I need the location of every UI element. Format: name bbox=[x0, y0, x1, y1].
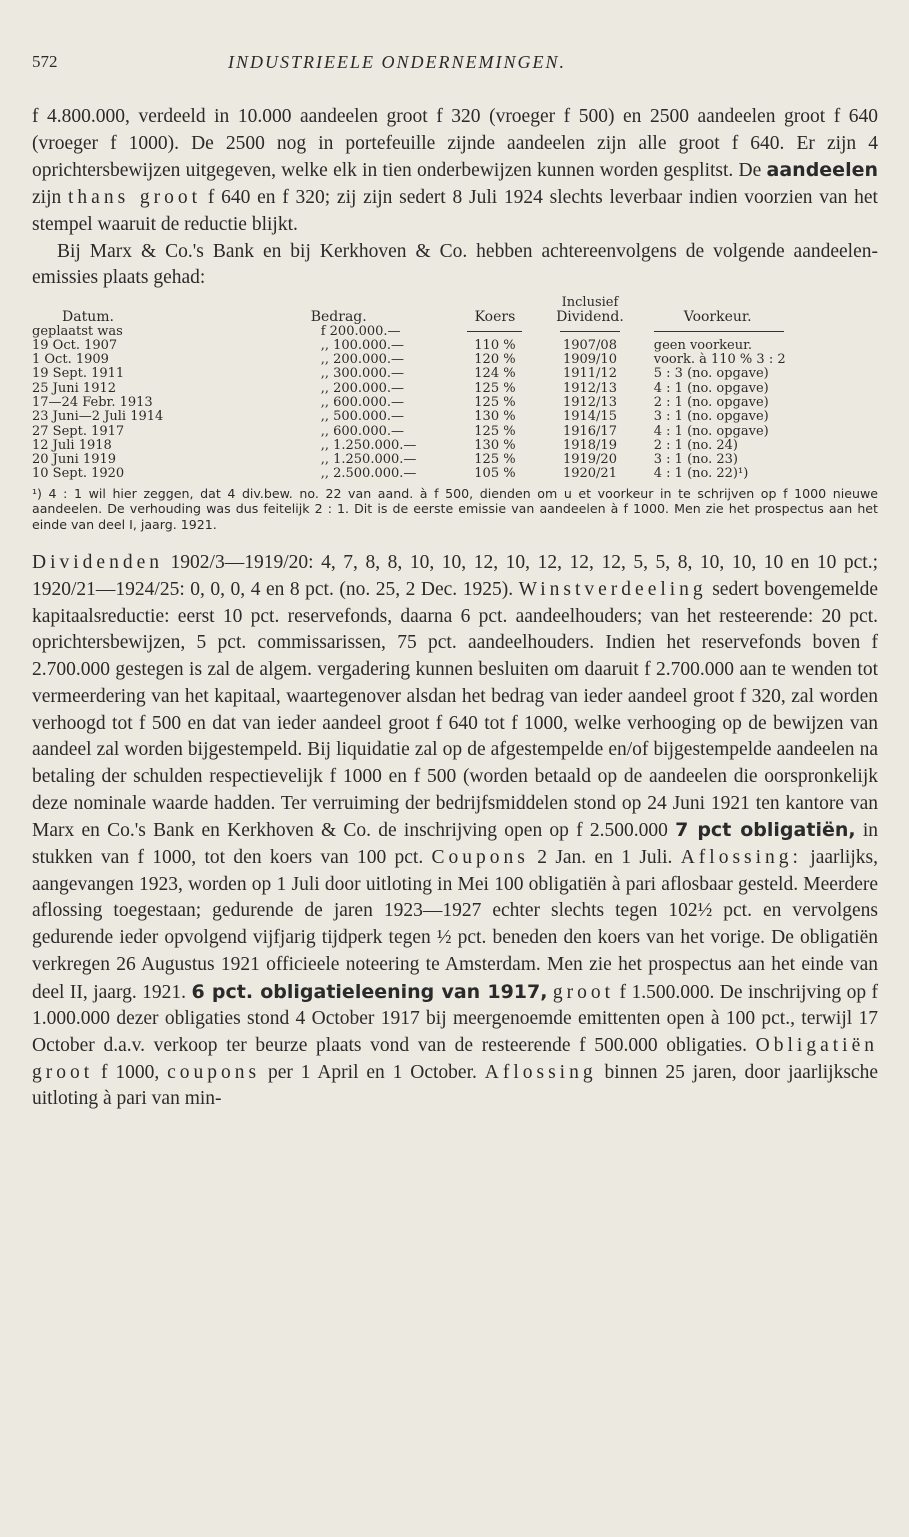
coupon-dates: 2 Jan. en 1 Juli. bbox=[528, 847, 681, 869]
cell-datum: 23 Juni—2 Juli 1914 bbox=[32, 409, 164, 425]
table-row bbox=[32, 467, 842, 481]
cell-koers: 125 % bbox=[474, 423, 516, 439]
cell-dividend: 1919/20 bbox=[562, 452, 617, 468]
cell-bedrag: ,, 200.000.— bbox=[320, 352, 405, 368]
cell-bedrag: ,, 1.250.000.— bbox=[320, 452, 417, 468]
header-bedrag: Bedrag. bbox=[310, 309, 367, 326]
dividend-paragraph bbox=[32, 550, 878, 1113]
aandeelen-heading: aandeelen bbox=[766, 159, 878, 182]
table-row bbox=[32, 439, 842, 453]
table-row bbox=[32, 396, 842, 410]
dash-rule bbox=[560, 331, 620, 332]
cell-bedrag: ,, 600.000.— bbox=[320, 395, 405, 410]
cell-voorkeur: geen voorkeur. bbox=[653, 337, 753, 353]
table-body bbox=[32, 325, 842, 482]
cell-datum: 10 Sept. 1920 bbox=[32, 466, 125, 482]
cell-datum: geplaatst was bbox=[32, 323, 123, 339]
coupons-heading: Coupons bbox=[431, 847, 529, 869]
table-row bbox=[32, 425, 842, 439]
obligatieleening-6pct-heading: 6 pct. obligatieleening van 1917, bbox=[191, 980, 548, 1003]
cell-koers: 125 % bbox=[474, 452, 516, 468]
cell-dividend: 1914/15 bbox=[562, 409, 617, 425]
aflossing-text: jaarlijks, aangevangen 1923, worden op 1 Juli door uitloting in Mei 100 obligatiën à pari aflosbaar gesteld. Meerdere aflossing toegestaan; gedurende de jaren 1923—1927 echter slechts tegen 102½ pct. en vervolgens gedurende ieder opvolgend vijfjarig tijdperk tegen ½ pct. beneden den koers van het vorige. De obligatiën verkregen 26 Augustus 1921 officieele noteering te Amsterdam. Men zie het prospectus aan het einde van deel II, jaarg. 1921. bbox=[32, 847, 878, 1003]
connector-text: zijn bbox=[32, 187, 68, 209]
cell-koers: 120 % bbox=[474, 352, 516, 368]
cell-voorkeur bbox=[644, 325, 842, 339]
cell-datum: 19 Sept. 1911 bbox=[32, 366, 125, 382]
cell-bedrag: f 200.000.— bbox=[320, 323, 401, 339]
cell-bedrag: ,, 500.000.— bbox=[320, 409, 405, 425]
cell-voorkeur: 3 : 1 (no. opgave) bbox=[653, 409, 769, 425]
cell-bedrag: ,, 1.250.000.— bbox=[320, 437, 417, 453]
header-voorkeur: Voorkeur. bbox=[683, 309, 752, 326]
table-row bbox=[32, 453, 842, 467]
reduction-text: f 640 en f 320; zij zijn sedert 8 Juli 1924 slechts leverbaar indien voorzien van het stempel waaruit de reductie blijkt. bbox=[32, 187, 878, 235]
cell-dividend: 1911/12 bbox=[562, 366, 617, 382]
cell-dividend: 1920/21 bbox=[562, 466, 617, 482]
groot-spaced: groot bbox=[552, 981, 615, 1003]
cell-voorkeur: 2 : 1 (no. 24) bbox=[653, 437, 738, 453]
cell-voorkeur: 5 : 3 (no. opgave) bbox=[653, 366, 769, 382]
cell-koers bbox=[454, 325, 536, 339]
cell-voorkeur: 2 : 1 (no. opgave) bbox=[653, 395, 769, 410]
coupon-dates-2: per 1 April en 1 October. bbox=[260, 1061, 485, 1083]
emissions-intro: Bij Marx & Co.'s Bank en bij Kerkhoven & Co. hebben achtereenvolgens de volgende aandeelen-emissies plaats gehad: bbox=[32, 240, 878, 289]
cell-datum: 12 Juli 1918 bbox=[32, 437, 112, 453]
cell-koers: 130 % bbox=[474, 437, 516, 453]
table-row bbox=[32, 339, 842, 353]
cell-bedrag: ,, 100.000.— bbox=[320, 337, 405, 353]
dividend-text: 1902/3—1919/20: 4, 7, 8, 8, 10, 10, 12, 10, 12, 12, 12, 5, 5, 8, 10, 10, 10 en 10 pct.; 1920/21—1924/25: 0, 0, 0, 4 en 8 pct. (no. 25, 2 Dec. 1925). bbox=[32, 552, 878, 600]
table-header bbox=[32, 310, 842, 324]
table-row bbox=[32, 410, 842, 424]
cell-datum: 20 Juni 1919 bbox=[32, 452, 117, 468]
cell-datum: 19 Oct. 1907 bbox=[32, 337, 118, 353]
cell-koers: 110 % bbox=[474, 337, 516, 353]
aflossing-heading: Aflossing: bbox=[680, 847, 802, 869]
header-datum: Datum. bbox=[62, 309, 114, 326]
table-row bbox=[32, 367, 842, 381]
cell-datum: 25 Juni 1912 bbox=[32, 380, 117, 396]
page-number: 572 bbox=[32, 52, 58, 71]
thans-groot-spaced: thans groot bbox=[68, 187, 202, 209]
cell-datum: 1 Oct. 1909 bbox=[32, 352, 109, 368]
cell-dividend: 1912/13 bbox=[562, 395, 617, 410]
cell-dividend bbox=[536, 325, 644, 339]
cell-voorkeur: 3 : 1 (no. 23) bbox=[653, 452, 738, 468]
aflossing-spaced: Aflossing bbox=[484, 1061, 597, 1083]
header-inclusief: Inclusief bbox=[561, 294, 619, 310]
dash-rule bbox=[467, 331, 522, 332]
obligatien-groot-spaced: Obligatiën groot bbox=[32, 1034, 878, 1083]
header-koers: Koers bbox=[474, 309, 516, 326]
cell-dividend: 1912/13 bbox=[562, 380, 617, 396]
table-footnote: ¹) 4 : 1 wil hier zeggen, dat 4 div.bew. no. 22 van aand. à f 500, dienden om u et voorkeur in te schrijven op f 1000 nieuwe aandeelen. De verhouding was dus feitelijk 2 : 1. Dit is de eerste emissie van aandeelen à f 1000. Men zie het prospectus aan het einde van deel I, jaarg. 1921. bbox=[32, 485, 878, 532]
winstverdeeling-heading: Winstverdeeling bbox=[518, 578, 707, 600]
koers-text: in stukken van f 1000, tot den koers van 100 pct. bbox=[32, 820, 878, 869]
cell-voorkeur: 4 : 1 (no. opgave) bbox=[653, 423, 769, 439]
dash-rule bbox=[654, 331, 784, 332]
page-header bbox=[32, 52, 878, 82]
capital-paragraph bbox=[32, 104, 878, 239]
winstverdeeling-text: sedert bovengemelde kapitaalsreductie: eerst 10 pct. reservefonds, daarna 6 pct. aandeelhouders; van het resteerende: 20 pct. oprichtersbewijzen, 5 pct. commissarissen, 75 pct. aandeelhouders. Indien het reservefonds boven f 2.700.000 gestegen is zal de algem. vergadering kunnen besluiten om daaruit f 2.700.000 aan te wenden tot vermeerdering van het kapitaal, waartegenover alsdan het bedrag van ieder aandeel groot f 320, zal worden verhoogd tot f 500 en dat van ieder aandeel groot f 640 tot f 1000, welke verhooging op de bewijzen van aandeel zal worden bijgestempeld. Bij liquidatie zal op de afgestempelde en/of bijgestempelde aandeelen na betaling der schulden respectievelijk f 1000 en f 500 (worden betaald op de aandeelen die oorspronkelijk deze nominale waarde hadden. Ter verruiming der bedrijfsmiddelen stond op 24 Juni 1921 ten kantore van Marx en Co.'s Bank en Kerkhoven & Co. de inschrijving open op f 2.500.000 bbox=[32, 578, 878, 842]
cell-koers: 124 % bbox=[474, 366, 516, 382]
cell-datum: 17—24 Febr. 1913 bbox=[32, 395, 153, 410]
header-dividend: Dividend. bbox=[556, 309, 624, 326]
table-header-top bbox=[32, 296, 842, 310]
cell-dividend: 1909/10 bbox=[562, 352, 617, 368]
capital-text: f 4.800.000, verdeeld in 10.000 aandeelen groot f 320 (vroeger f 500) en 2500 aandeelen groot f 640 (vroeger f 1000). De 2500 nog in portefeuille zijnde aandeelen zijn alle groot f 640. Er zijn 4 oprichtersbewijzen uitgegeven, welke elk in tien onderbewijzen kunnen worden gesplitst. De bbox=[32, 106, 878, 182]
running-title: INDUSTRIEELE ONDERNEMINGEN. bbox=[228, 52, 566, 72]
obligatien-7pct-heading: 7 pct obligatiën, bbox=[675, 819, 856, 842]
cell-datum: 27 Sept. 1917 bbox=[32, 423, 125, 439]
cell-dividend: 1918/19 bbox=[562, 437, 617, 453]
denomination-text: f 1000, bbox=[93, 1061, 168, 1083]
dividenden-heading: Dividenden bbox=[32, 552, 163, 574]
table-row bbox=[32, 353, 842, 367]
inschrijving-text: f 1.500.000. De inschrijving op f 1.000.000 dezer obligaties stond 4 October 1917 bij meergenoemde emittenten open à 100 pct., terwijl 17 October d.a.v. verkoop ter beurze plaats vond van de resteerende f 500.000 obligaties. bbox=[32, 981, 879, 1056]
cell-dividend: 1916/17 bbox=[562, 423, 617, 439]
cell-koers: 125 % bbox=[474, 395, 516, 410]
cell-koers: 125 % bbox=[474, 380, 516, 396]
cell-bedrag: ,, 300.000.— bbox=[320, 366, 405, 382]
cell-voorkeur: voork. à 110 % 3 : 2 bbox=[653, 352, 786, 368]
cell-bedrag: ,, 600.000.— bbox=[320, 423, 405, 439]
cell-voorkeur: 4 : 1 (no. 22)¹) bbox=[653, 466, 749, 482]
table-row bbox=[32, 382, 842, 396]
document-page bbox=[32, 52, 878, 1113]
cell-voorkeur: 4 : 1 (no. opgave) bbox=[653, 380, 769, 396]
cell-bedrag: ,, 2.500.000.— bbox=[320, 466, 417, 482]
cell-dividend: 1907/08 bbox=[562, 337, 617, 353]
table-row bbox=[32, 325, 842, 339]
cell-koers: 105 % bbox=[474, 466, 516, 482]
coupons-spaced: coupons bbox=[167, 1061, 261, 1083]
emissions-table bbox=[32, 296, 842, 482]
cell-bedrag: ,, 200.000.— bbox=[320, 380, 405, 396]
aflossing-text-2: binnen 25 jaren, door jaarlijksche uitloting à pari van min- bbox=[32, 1061, 878, 1110]
cell-koers: 130 % bbox=[474, 409, 516, 425]
